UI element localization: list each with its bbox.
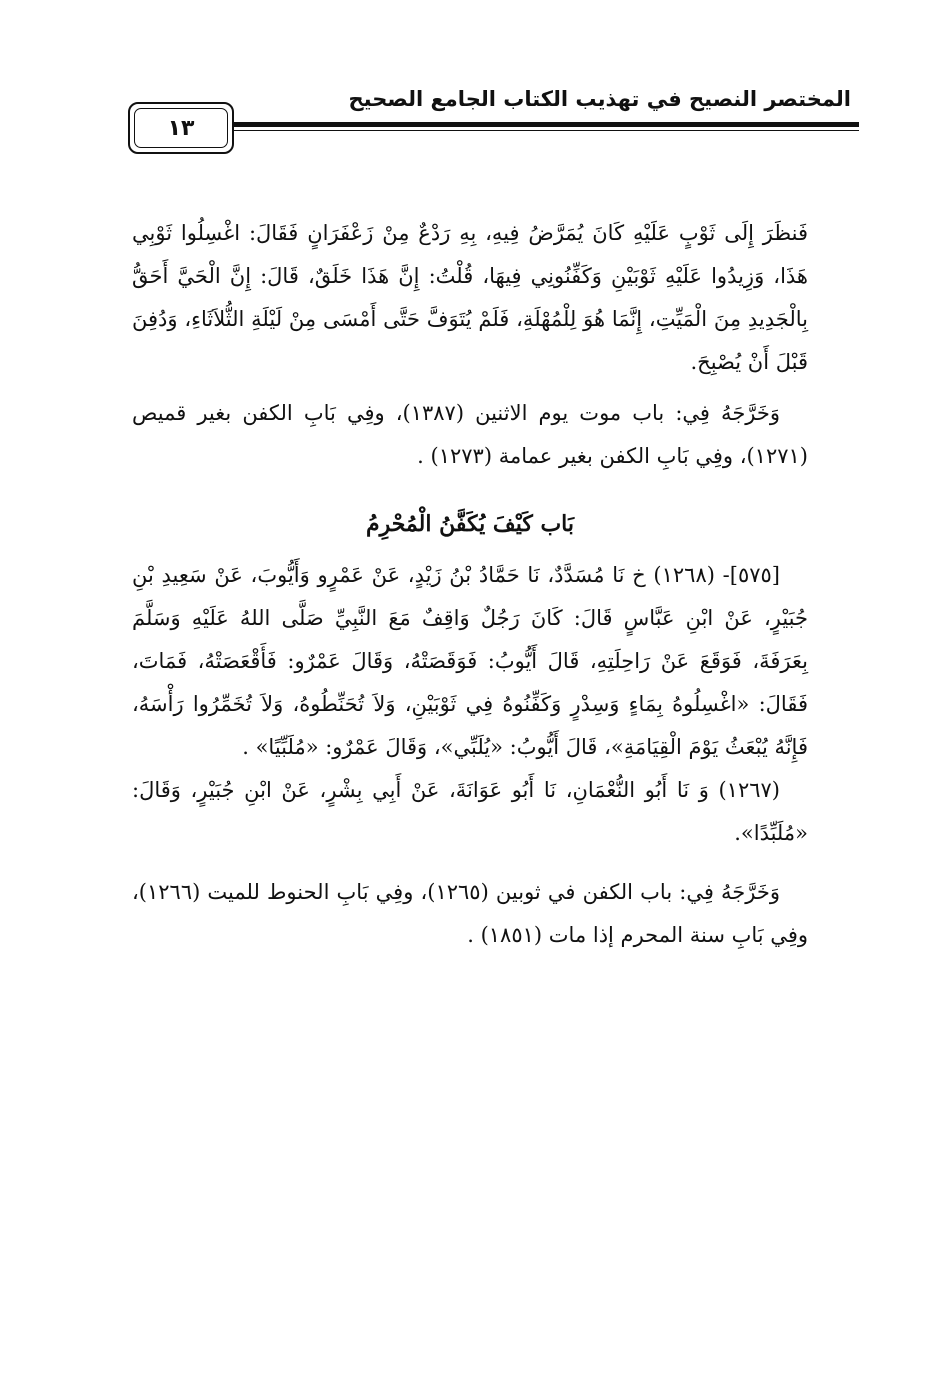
page-number-frame: [128, 102, 234, 154]
running-header: [120, 84, 851, 174]
header-rule: [222, 122, 859, 127]
page-body: [132, 212, 808, 957]
takhrij-note: وَخَرَّجَهُ فِي: باب موت يوم الاثنين (١٣٨٧)، وفِي بَابِ الكفن بغير قميص (١٢٧١)، وفِي بَابِ الكفن بغير عمامة (١٢٧٣) .: [132, 401, 808, 468]
header-rule-thin: [222, 130, 859, 131]
book-title: المختصر النصيح في تهذيب الكتاب الجامع الصحيح: [348, 87, 851, 111]
hadith-continuation: فَنظَرَ إِلَى ثَوْبٍ عَلَيْهِ كَانَ يُمَرَّضُ فِيهِ، بِهِ رَدْعٌ مِنْ زَعْفَرَانٍ فَقَالَ: اغْسِلُوا ثَوْبِي هَذَا، وَزِيدُوا عَلَيْهِ ثَوْبَيْنِ وَكَفِّنُونِي فِيهَا، قُلْتُ: إِنَّ هَذَا خَلَقٌ، قَالَ: إِنَّ الْحَيَّ أَحَقُّ بِالْجَدِيدِ مِنَ الْمَيِّتِ، إِنَّمَا هُوَ لِلْمُهْلَةِ، فَلَمْ يُتَوَفَّ حَتَّى أَمْسَى مِنْ لَيْلَةِ الثُّلاَثَاءِ، وَدُفِنَ قَبْلَ أَنْ يُصْبِحَ.: [132, 221, 808, 374]
isnad-1267: (١٢٦٧) وَ نَا أَبُو النُّعْمَانِ، نَا أَبُو عَوَانَةَ، عَنْ أَبِي بِشْرٍ، عَنْ ابْنِ جُبَيْرٍ، وَقَالَ: «مُلَبِّدًا».: [132, 778, 808, 845]
page-number: ١٣: [167, 115, 195, 141]
hadith-575: [٥٧٥]- (١٢٦٨) خ نَا مُسَدَّدٌ، نَا حَمَّادُ بْنُ زَيْدٍ، عَنْ عَمْرٍو وَأَيُّوبَ، عَنْ سَعِيدِ بْنِ جُبَيْرٍ، عَنْ ابْنِ عَبَّاسٍ قَالَ: كَانَ رَجُلٌ وَاقِفٌ مَعَ النَّبِيِّ صَلَّى اللهُ عَلَيْهِ وَسَلَّمَ بِعَرَفَةَ، فَوَقَعَ عَنْ رَاحِلَتِهِ، قَالَ أَيُّوبُ: فَوَقَصَتْهُ، وَقَالَ عَمْرٌو: فَأَقْعَصَتْهُ، فَمَاتَ، فَقَالَ: «اغْسِلُوهُ بِمَاءٍ وَسِدْرٍ وَكَفِّنُوهُ فِي ثَوْبَيْنِ، وَلاَ تُحَنِّطُوهُ، وَلاَ تُخَمِّرُوا رَأْسَهُ، فَإِنَّهُ يُبْعَثُ يَوْمَ الْقِيَامَةِ»، قَالَ أَيُّوبُ: «يُلَبِّي»، وَقَالَ عَمْرٌو: «مُلَبِّيًا» .: [132, 563, 808, 759]
takhrij-note-2: وَخَرَّجَهُ فِي: باب الكفن في ثوبين (١٢٦٥)، وفِي بَابِ الحنوط للميت (١٢٦٦)، وفِي بَابِ سنة المحرم إذا مات (١٨٥١) .: [132, 880, 808, 947]
chapter-heading: بَاب كَيْفَ يُكَفَّنُ الْمُحْرِمُ: [365, 511, 575, 537]
